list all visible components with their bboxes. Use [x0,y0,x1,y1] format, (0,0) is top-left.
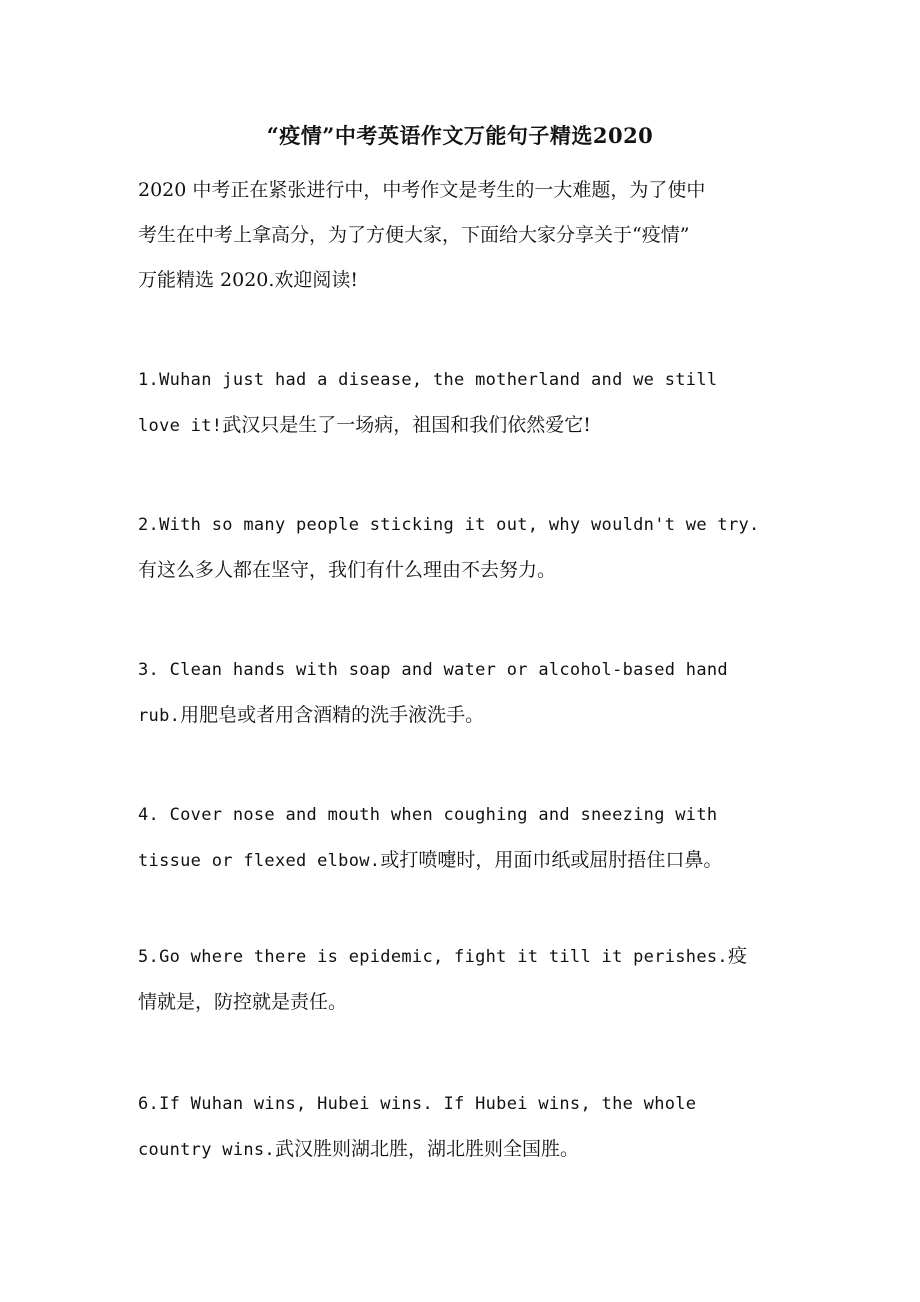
item-3-english-continuation: rub. [138,706,181,726]
sentence-item-3 [138,648,798,739]
item-2-chinese-translation: 有这么多人都在坚守，我们有什么理由不去努力。 [138,559,557,581]
item-4-chinese-translation: 或打喷嚏时，用面巾纸或屈肘捂住口鼻。 [380,849,723,871]
item-1-english-line: 1.Wuhan just had a disease, the motherland and we still [138,370,718,390]
sentence-item-5 [138,934,798,1026]
item-2-english-line: 2.With so many people sticking it out, why wouldn't we try. [138,515,760,535]
item-1-english-continuation: love it! [138,416,223,436]
sentence-item-4 [138,793,798,884]
item-5-chinese-start: 疫 [727,945,747,967]
item-6-english-line: 6.If Wuhan wins, Hubei wins. If Hubei wins, the whole [138,1094,697,1114]
intro-line-2: 考生在中考上拿高分，为了方便大家，下面给大家分享关于“疫情” [138,224,690,246]
sentence-item-6 [138,1082,798,1173]
intro-line-1: 2020 中考正在紧张进行中，中考作文是考生的一大难题，为了使中 [138,179,706,201]
intro-paragraph [138,168,788,303]
intro-line-3: 万能精选 2020.欢迎阅读! [138,269,359,291]
item-1-chinese-translation: 武汉只是生了一场病，祖国和我们依然爱它! [222,414,591,436]
item-4-english-continuation: tissue or flexed elbow. [138,851,381,871]
item-5-english-line: 5.Go where there is epidemic, fight it till it perishes. [138,947,728,967]
item-4-english-line: 4. Cover nose and mouth when coughing and sneezing with [138,805,718,825]
sentence-item-2 [138,503,798,594]
item-6-chinese-translation: 武汉胜则湖北胜，湖北胜则全国胜。 [274,1138,579,1160]
item-3-english-line: 3. Clean hands with soap and water or alcohol-based hand [138,660,728,680]
item-3-chinese-translation: 用肥皂或者用含酒精的洗手液洗手。 [180,704,485,726]
item-6-english-continuation: country wins. [138,1140,275,1160]
document-title: “疫情”中考英语作文万能句子精选2020 [266,123,654,148]
sentence-item-1 [138,358,798,449]
item-5-chinese-translation: 情就是，防控就是责任。 [138,991,348,1013]
